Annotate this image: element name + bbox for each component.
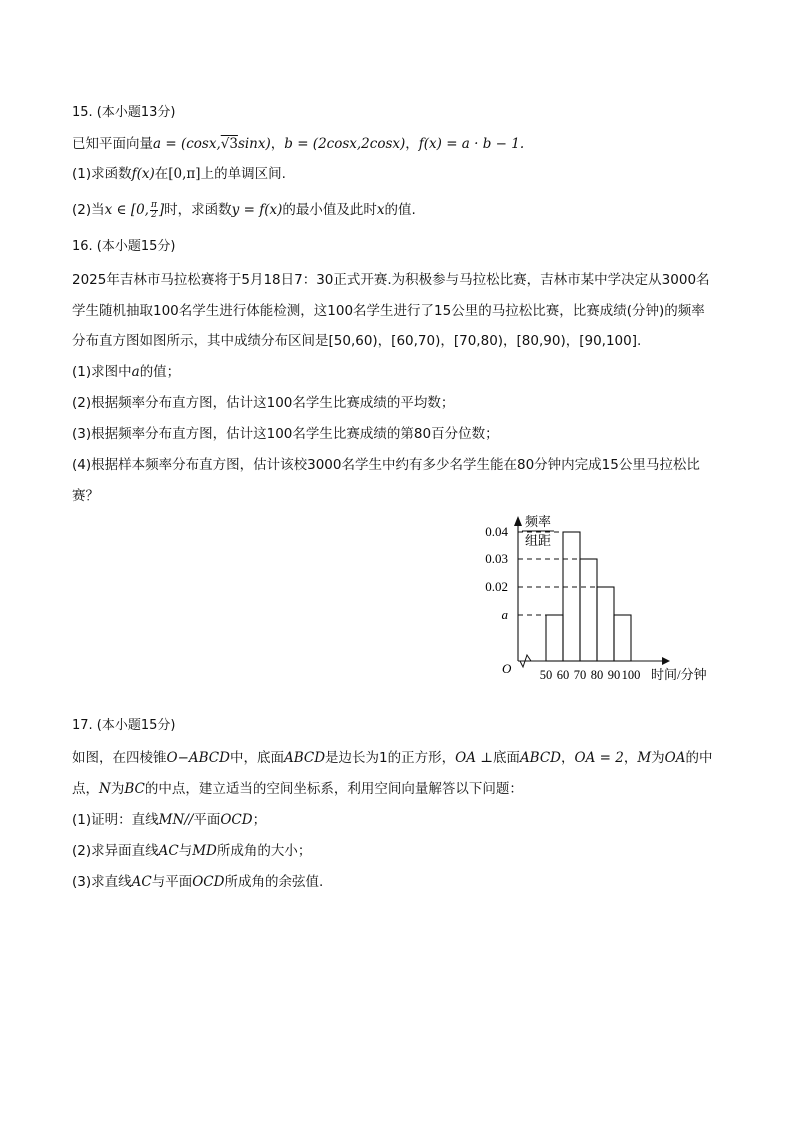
histogram-bar xyxy=(580,559,597,661)
math-mn: MN// xyxy=(158,812,194,828)
q15-part1-text: (1)求函数 xyxy=(72,166,132,182)
q17-text: 为 xyxy=(110,781,125,797)
y-tick-label: 0.04 xyxy=(485,524,508,539)
q17-part3-text: 与平面 xyxy=(151,874,193,890)
math-oa: OA = 2 xyxy=(574,750,624,766)
sqrt3: √3 xyxy=(220,136,238,152)
histogram-marks xyxy=(485,524,640,682)
math-ocd: OCD xyxy=(220,812,253,828)
comma: ， xyxy=(270,136,285,152)
q15-part1-text: 上的单调区间. xyxy=(200,166,286,182)
q16-part1-text: 的值； xyxy=(139,364,181,380)
q17-part3-text: (3)求直线 xyxy=(72,874,132,890)
q15-text: 已知平面向量 xyxy=(72,136,153,152)
math-n: N xyxy=(99,781,111,797)
x-axis-arrow xyxy=(662,657,670,665)
q15-part2-text: 的值. xyxy=(384,202,416,218)
x-tick-label: 90 xyxy=(607,668,621,682)
fraction-numerator: π xyxy=(150,199,157,210)
q17-part2 xyxy=(72,841,311,861)
math-oa: OA xyxy=(664,750,686,766)
q15-header: 15. (本小题13分) xyxy=(72,105,176,120)
math-pyramid: O−ABCD xyxy=(166,750,230,766)
q16-part3: (3)根据频率分布直方图，估计这100名学生比赛成绩的第80百分位数； xyxy=(72,426,499,442)
q15-part2-text: 时，求函数 xyxy=(164,202,232,218)
q17-line2 xyxy=(72,779,523,799)
q17-text: 点， xyxy=(72,781,99,797)
q17-text: ， xyxy=(561,750,575,766)
fraction-pi-over-2 xyxy=(150,201,158,220)
origin-label: O xyxy=(502,661,512,676)
vector-a: a = (cosx, xyxy=(153,136,221,152)
x-axis-label: 时间/分钟 xyxy=(651,667,707,682)
q17-header: 17. (本小题15分) xyxy=(72,718,176,733)
math-base: ABCD xyxy=(519,750,562,766)
q17-text: 的中 xyxy=(685,750,713,766)
math-a: a xyxy=(131,364,140,380)
q15-part1 xyxy=(72,164,286,184)
q17-text: 的中点，建立适当的空间坐标系，利用空间向量解答以下问题： xyxy=(144,781,523,797)
q15-part2-text: 的最小值及此时 xyxy=(282,202,377,218)
math-md: MD xyxy=(192,843,217,859)
y-axis-arrow xyxy=(514,516,522,526)
q16-part4-cont: 赛？ xyxy=(72,488,99,504)
q17-text: 如图，在四棱锥 xyxy=(72,750,167,766)
math-interval: [0,π] xyxy=(168,166,201,182)
q15-statement xyxy=(72,134,524,154)
q15-part2-text: (2)当 xyxy=(72,202,105,218)
math-ocd: OCD xyxy=(192,874,225,890)
y-tick-label: 0.03 xyxy=(485,551,508,566)
q16-part4: (4)根据样本频率分布直方图，估计该校3000名学生中约有多少名学生能在80分钟内完成15公里马拉松比 xyxy=(72,457,700,473)
vector-b: b = (2cosx,2cosx) xyxy=(284,136,406,152)
y-tick-label: 0.02 xyxy=(485,579,508,594)
q17-part3-text: 所成角的余弦值. xyxy=(224,874,324,890)
x-tick-label: 70 xyxy=(573,668,587,682)
math-bracket: ] xyxy=(158,202,165,218)
histogram-bar xyxy=(563,532,580,661)
q17-part2-text: 与 xyxy=(178,843,193,859)
math-m: M xyxy=(637,750,652,766)
fraction-denominator: 2 xyxy=(151,209,157,220)
q16-part1-text: (1)求图中 xyxy=(72,364,132,380)
x-tick-label: 60 xyxy=(556,668,570,682)
x-tick-label: 80 xyxy=(590,668,604,682)
math-y: y = f(x) xyxy=(231,202,283,218)
q17-part3 xyxy=(72,872,323,892)
q17-part1 xyxy=(72,810,266,830)
math-x-in: x ∈ [0, xyxy=(104,202,149,218)
ylabel-top: 频率 xyxy=(524,514,552,529)
q17-part1-text: ； xyxy=(252,812,267,828)
q16-header: 16. (本小题15分) xyxy=(72,239,176,254)
q17-text: 是边长为1的正方形， xyxy=(325,750,456,766)
q15-part1-text: 在 xyxy=(154,166,169,182)
q17-part2-text: 所成角的大小； xyxy=(216,843,312,859)
q16-part1 xyxy=(72,362,180,382)
q17-part1-text: 平面 xyxy=(193,812,221,828)
ylabel-bottom: 组距 xyxy=(524,533,552,548)
q17-text: 底面 xyxy=(492,750,520,766)
math-fx: f(x) xyxy=(131,166,155,182)
histogram-axes xyxy=(502,514,707,682)
y-tick-label: a xyxy=(501,607,508,622)
q16-line2: 学生随机抽取100名学生进行体能检测，这100名学生进行了15公里的马拉松比赛，比赛成绩(分钟)的频率 xyxy=(72,303,705,319)
comma: ， xyxy=(405,136,419,152)
histogram-bar xyxy=(546,615,563,661)
x-tick-label: 100 xyxy=(621,668,641,682)
x-tick-label: 50 xyxy=(539,668,553,682)
math-x: x xyxy=(376,202,385,218)
q17-text: 为 xyxy=(651,750,665,766)
q16-line3: 分布直方图如图所示，其中成绩分布区间是[50,60)，[60,70)，[70,80)，[80,90)，[90,100]. xyxy=(72,333,642,349)
vector-a-tail: sinx) xyxy=(237,136,271,152)
q15-part2 xyxy=(72,200,416,220)
histogram-bar xyxy=(597,587,614,661)
math-perp: OA ⊥ xyxy=(455,750,493,766)
q16-line1: 2025年吉林市马拉松赛将于5月18日7：30正式开赛.为积极参与马拉松比赛，吉林市某中学决定从3000名 xyxy=(72,272,710,288)
q16-part2: (2)根据频率分布直方图，估计这100名学生比赛成绩的平均数； xyxy=(72,395,455,411)
q17-text: 中，底面 xyxy=(229,750,284,766)
q17-line1 xyxy=(72,748,712,768)
q17-text: ， xyxy=(623,750,638,766)
function-f: f(x) = a · b − 1. xyxy=(418,136,525,152)
math-bc: BC xyxy=(124,781,145,797)
math-ac: AC xyxy=(158,843,179,859)
math-base: ABCD xyxy=(283,750,326,766)
math-ac: AC xyxy=(131,874,152,890)
histogram-bar xyxy=(614,615,631,661)
q17-part1-text: (1)证明：直线 xyxy=(72,812,159,828)
q17-part2-text: (2)求异面直线 xyxy=(72,843,159,859)
frequency-histogram xyxy=(470,508,730,693)
